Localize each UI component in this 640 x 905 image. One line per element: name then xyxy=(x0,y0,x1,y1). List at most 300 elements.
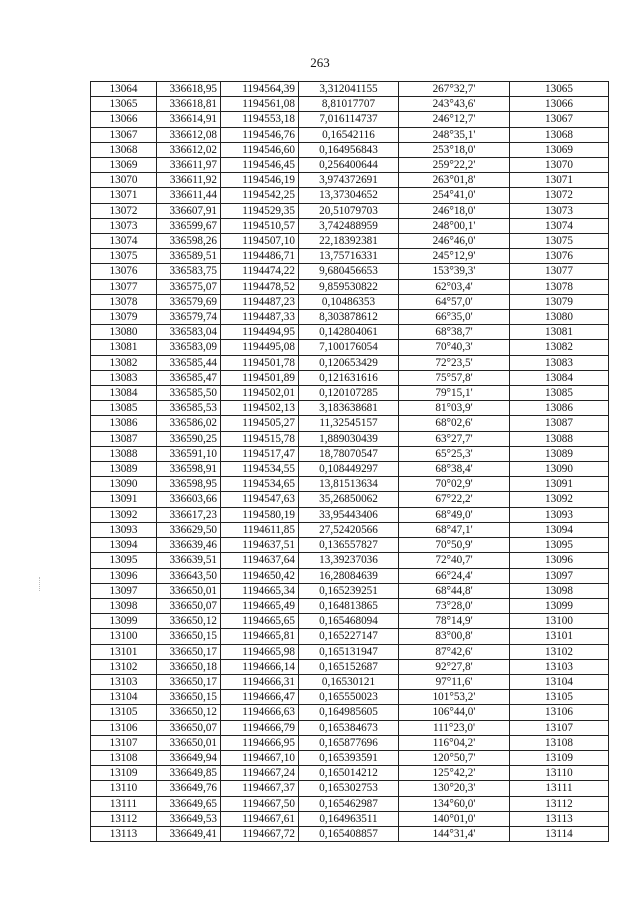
point-number-cell: 13107 xyxy=(91,735,157,750)
y-coordinate-cell: 1194666,95 xyxy=(221,735,299,750)
point-number-cell: 13078 xyxy=(91,294,157,309)
x-coordinate-cell: 336611,92 xyxy=(157,173,221,188)
x-coordinate-cell: 336598,91 xyxy=(157,462,221,477)
point-number-cell: 13073 xyxy=(91,218,157,233)
x-coordinate-cell: 336650,15 xyxy=(157,690,221,705)
x-coordinate-cell: 336611,97 xyxy=(157,158,221,173)
distance-cell: 0,120653429 xyxy=(299,355,399,370)
table-row xyxy=(91,477,609,492)
distance-cell: 0,10486353 xyxy=(299,294,399,309)
direction-angle-cell: 263°01,8' xyxy=(399,173,510,188)
x-coordinate-cell: 336650,17 xyxy=(157,674,221,689)
point-number-cell: 13080 xyxy=(91,325,157,340)
x-coordinate-cell: 336614,91 xyxy=(157,112,221,127)
x-coordinate-cell: 336591,10 xyxy=(157,446,221,461)
distance-cell: 0,120107285 xyxy=(299,386,399,401)
direction-angle-cell: 153°39,3' xyxy=(399,264,510,279)
table-row xyxy=(91,127,609,142)
distance-cell: 0,142804061 xyxy=(299,325,399,340)
direction-angle-cell: 79°15,1' xyxy=(399,386,510,401)
table-row xyxy=(91,507,609,522)
point-number-cell: 13098 xyxy=(91,598,157,613)
direction-angle-cell: 62°03,4' xyxy=(399,279,510,294)
next-point-number-cell: 13067 xyxy=(510,112,609,127)
point-number-cell: 13100 xyxy=(91,629,157,644)
x-coordinate-cell: 336611,44 xyxy=(157,188,221,203)
point-number-cell: 13068 xyxy=(91,142,157,157)
table-row xyxy=(91,431,609,446)
x-coordinate-cell: 336639,46 xyxy=(157,538,221,553)
distance-cell: 20,51079703 xyxy=(299,203,399,218)
direction-angle-cell: 267°32,7' xyxy=(399,82,510,97)
x-coordinate-cell: 336598,95 xyxy=(157,477,221,492)
table-row xyxy=(91,173,609,188)
next-point-number-cell: 13079 xyxy=(510,294,609,309)
direction-angle-cell: 73°28,0' xyxy=(399,598,510,613)
coordinates-table-body xyxy=(91,82,609,842)
y-coordinate-cell: 1194667,10 xyxy=(221,750,299,765)
table-row xyxy=(91,416,609,431)
direction-angle-cell: 116°04,2' xyxy=(399,735,510,750)
next-point-number-cell: 13073 xyxy=(510,203,609,218)
direction-angle-cell: 144°31,4' xyxy=(399,826,510,841)
table-row xyxy=(91,158,609,173)
point-number-cell: 13069 xyxy=(91,158,157,173)
next-point-number-cell: 13096 xyxy=(510,553,609,568)
point-number-cell: 13091 xyxy=(91,492,157,507)
point-number-cell: 13072 xyxy=(91,203,157,218)
table-row xyxy=(91,218,609,233)
y-coordinate-cell: 1194561,08 xyxy=(221,97,299,112)
table-row xyxy=(91,355,609,370)
distance-cell: 13,81513634 xyxy=(299,477,399,492)
direction-angle-cell: 111°23,0' xyxy=(399,720,510,735)
direction-angle-cell: 246°46,0' xyxy=(399,234,510,249)
direction-angle-cell: 68°38,7' xyxy=(399,325,510,340)
point-number-cell: 13108 xyxy=(91,750,157,765)
y-coordinate-cell: 1194667,61 xyxy=(221,811,299,826)
next-point-number-cell: 13112 xyxy=(510,796,609,811)
x-coordinate-cell: 336579,69 xyxy=(157,294,221,309)
table-row xyxy=(91,614,609,629)
direction-angle-cell: 63°27,7' xyxy=(399,431,510,446)
table-row xyxy=(91,644,609,659)
distance-cell: 13,37304652 xyxy=(299,188,399,203)
x-coordinate-cell: 336639,51 xyxy=(157,553,221,568)
next-point-number-cell: 13108 xyxy=(510,735,609,750)
next-point-number-cell: 13087 xyxy=(510,416,609,431)
direction-angle-cell: 70°02,9' xyxy=(399,477,510,492)
table-row xyxy=(91,796,609,811)
next-point-number-cell: 13070 xyxy=(510,158,609,173)
y-coordinate-cell: 1194665,34 xyxy=(221,583,299,598)
direction-angle-cell: 140°01,0' xyxy=(399,811,510,826)
y-coordinate-cell: 1194494,95 xyxy=(221,325,299,340)
point-number-cell: 13065 xyxy=(91,97,157,112)
distance-cell: 3,974372691 xyxy=(299,173,399,188)
x-coordinate-cell: 336650,17 xyxy=(157,644,221,659)
y-coordinate-cell: 1194534,55 xyxy=(221,462,299,477)
y-coordinate-cell: 1194637,51 xyxy=(221,538,299,553)
point-number-cell: 13085 xyxy=(91,401,157,416)
point-number-cell: 13084 xyxy=(91,386,157,401)
distance-cell: 0,165550023 xyxy=(299,690,399,705)
point-number-cell: 13094 xyxy=(91,538,157,553)
distance-cell: 0,165014212 xyxy=(299,766,399,781)
table-row xyxy=(91,735,609,750)
next-point-number-cell: 13105 xyxy=(510,690,609,705)
next-point-number-cell: 13091 xyxy=(510,477,609,492)
x-coordinate-cell: 336650,12 xyxy=(157,705,221,720)
direction-angle-cell: 70°40,3' xyxy=(399,340,510,355)
x-coordinate-cell: 336618,81 xyxy=(157,97,221,112)
distance-cell: 35,26850062 xyxy=(299,492,399,507)
distance-cell: 13,39237036 xyxy=(299,553,399,568)
y-coordinate-cell: 1194666,79 xyxy=(221,720,299,735)
table-row xyxy=(91,462,609,477)
distance-cell: 8,81017707 xyxy=(299,97,399,112)
y-coordinate-cell: 1194542,25 xyxy=(221,188,299,203)
distance-cell: 0,165408857 xyxy=(299,826,399,841)
distance-cell: 0,16530121 xyxy=(299,674,399,689)
x-coordinate-cell: 336650,07 xyxy=(157,598,221,613)
direction-angle-cell: 248°00,1' xyxy=(399,218,510,233)
direction-angle-cell: 130°20,3' xyxy=(399,781,510,796)
x-coordinate-cell: 336585,50 xyxy=(157,386,221,401)
y-coordinate-cell: 1194666,63 xyxy=(221,705,299,720)
next-point-number-cell: 13098 xyxy=(510,583,609,598)
next-point-number-cell: 13084 xyxy=(510,370,609,385)
direction-angle-cell: 246°12,7' xyxy=(399,112,510,127)
y-coordinate-cell: 1194486,71 xyxy=(221,249,299,264)
y-coordinate-cell: 1194650,42 xyxy=(221,568,299,583)
table-row xyxy=(91,310,609,325)
direction-angle-cell: 125°42,2' xyxy=(399,766,510,781)
y-coordinate-cell: 1194534,65 xyxy=(221,477,299,492)
direction-angle-cell: 101°53,2' xyxy=(399,690,510,705)
table-row xyxy=(91,82,609,97)
direction-angle-cell: 65°25,3' xyxy=(399,446,510,461)
next-point-number-cell: 13111 xyxy=(510,781,609,796)
table-row xyxy=(91,386,609,401)
point-number-cell: 13099 xyxy=(91,614,157,629)
next-point-number-cell: 13093 xyxy=(510,507,609,522)
x-coordinate-cell: 336649,65 xyxy=(157,796,221,811)
next-point-number-cell: 13082 xyxy=(510,340,609,355)
next-point-number-cell: 13081 xyxy=(510,325,609,340)
direction-angle-cell: 66°24,4' xyxy=(399,568,510,583)
next-point-number-cell: 13104 xyxy=(510,674,609,689)
distance-cell: 0,164956843 xyxy=(299,142,399,157)
distance-cell: 0,165302753 xyxy=(299,781,399,796)
y-coordinate-cell: 1194553,18 xyxy=(221,112,299,127)
direction-angle-cell: 243°43,6' xyxy=(399,97,510,112)
x-coordinate-cell: 336598,26 xyxy=(157,234,221,249)
next-point-number-cell: 13083 xyxy=(510,355,609,370)
table-row xyxy=(91,325,609,340)
distance-cell: 3,312041155 xyxy=(299,82,399,97)
point-number-cell: 13066 xyxy=(91,112,157,127)
next-point-number-cell: 13076 xyxy=(510,249,609,264)
point-number-cell: 13079 xyxy=(91,310,157,325)
table-row xyxy=(91,234,609,249)
table-row xyxy=(91,264,609,279)
y-coordinate-cell: 1194487,33 xyxy=(221,310,299,325)
distance-cell: 0,165227147 xyxy=(299,629,399,644)
distance-cell: 22,18392381 xyxy=(299,234,399,249)
next-point-number-cell: 13106 xyxy=(510,705,609,720)
distance-cell: 16,28084639 xyxy=(299,568,399,583)
x-coordinate-cell: 336650,01 xyxy=(157,735,221,750)
next-point-number-cell: 13089 xyxy=(510,446,609,461)
x-coordinate-cell: 336650,01 xyxy=(157,583,221,598)
table-row xyxy=(91,188,609,203)
point-number-cell: 13082 xyxy=(91,355,157,370)
point-number-cell: 13092 xyxy=(91,507,157,522)
direction-angle-cell: 106°44,0' xyxy=(399,705,510,720)
point-number-cell: 13111 xyxy=(91,796,157,811)
direction-angle-cell: 81°03,9' xyxy=(399,401,510,416)
direction-angle-cell: 87°42,6' xyxy=(399,644,510,659)
distance-cell: 11,32545157 xyxy=(299,416,399,431)
y-coordinate-cell: 1194667,37 xyxy=(221,781,299,796)
y-coordinate-cell: 1194665,65 xyxy=(221,614,299,629)
next-point-number-cell: 13072 xyxy=(510,188,609,203)
distance-cell: 0,165468094 xyxy=(299,614,399,629)
y-coordinate-cell: 1194510,57 xyxy=(221,218,299,233)
direction-angle-cell: 83°00,8' xyxy=(399,629,510,644)
direction-angle-cell: 253°18,0' xyxy=(399,142,510,157)
point-number-cell: 13097 xyxy=(91,583,157,598)
x-coordinate-cell: 336650,15 xyxy=(157,629,221,644)
y-coordinate-cell: 1194495,08 xyxy=(221,340,299,355)
point-number-cell: 13095 xyxy=(91,553,157,568)
point-number-cell: 13067 xyxy=(91,127,157,142)
next-point-number-cell: 13065 xyxy=(510,82,609,97)
y-coordinate-cell: 1194529,35 xyxy=(221,203,299,218)
distance-cell: 0,136557827 xyxy=(299,538,399,553)
point-number-cell: 13077 xyxy=(91,279,157,294)
x-coordinate-cell: 336649,94 xyxy=(157,750,221,765)
y-coordinate-cell: 1194487,23 xyxy=(221,294,299,309)
x-coordinate-cell: 336585,53 xyxy=(157,401,221,416)
y-coordinate-cell: 1194667,24 xyxy=(221,766,299,781)
point-number-cell: 13113 xyxy=(91,826,157,841)
point-number-cell: 13104 xyxy=(91,690,157,705)
distance-cell: 0,165384673 xyxy=(299,720,399,735)
next-point-number-cell: 13110 xyxy=(510,766,609,781)
point-number-cell: 13081 xyxy=(91,340,157,355)
direction-angle-cell: 68°47,1' xyxy=(399,522,510,537)
point-number-cell: 13088 xyxy=(91,446,157,461)
table-row xyxy=(91,522,609,537)
distance-cell: 0,16542116 xyxy=(299,127,399,142)
next-point-number-cell: 13109 xyxy=(510,750,609,765)
x-coordinate-cell: 336650,07 xyxy=(157,720,221,735)
point-number-cell: 13101 xyxy=(91,644,157,659)
point-number-cell: 13083 xyxy=(91,370,157,385)
y-coordinate-cell: 1194474,22 xyxy=(221,264,299,279)
point-number-cell: 13109 xyxy=(91,766,157,781)
direction-angle-cell: 64°57,0' xyxy=(399,294,510,309)
table-row xyxy=(91,598,609,613)
next-point-number-cell: 13071 xyxy=(510,173,609,188)
direction-angle-cell: 245°12,9' xyxy=(399,249,510,264)
table-row xyxy=(91,401,609,416)
distance-cell: 9,680456653 xyxy=(299,264,399,279)
point-number-cell: 13076 xyxy=(91,264,157,279)
next-point-number-cell: 13086 xyxy=(510,401,609,416)
x-coordinate-cell: 336603,66 xyxy=(157,492,221,507)
next-point-number-cell: 13088 xyxy=(510,431,609,446)
table-row xyxy=(91,279,609,294)
y-coordinate-cell: 1194515,78 xyxy=(221,431,299,446)
distance-cell: 1,889030439 xyxy=(299,431,399,446)
distance-cell: 27,52420566 xyxy=(299,522,399,537)
distance-cell: 0,165152687 xyxy=(299,659,399,674)
y-coordinate-cell: 1194666,14 xyxy=(221,659,299,674)
next-point-number-cell: 13085 xyxy=(510,386,609,401)
table-row xyxy=(91,583,609,598)
next-point-number-cell: 13107 xyxy=(510,720,609,735)
next-point-number-cell: 13068 xyxy=(510,127,609,142)
x-coordinate-cell: 336585,44 xyxy=(157,355,221,370)
distance-cell: 0,164813865 xyxy=(299,598,399,613)
table-row xyxy=(91,568,609,583)
x-coordinate-cell: 336583,09 xyxy=(157,340,221,355)
table-row xyxy=(91,370,609,385)
point-number-cell: 13102 xyxy=(91,659,157,674)
next-point-number-cell: 13094 xyxy=(510,522,609,537)
direction-angle-cell: 259°22,2' xyxy=(399,158,510,173)
distance-cell: 0,165239251 xyxy=(299,583,399,598)
next-point-number-cell: 13102 xyxy=(510,644,609,659)
direction-angle-cell: 68°49,0' xyxy=(399,507,510,522)
direction-angle-cell: 97°11,6' xyxy=(399,674,510,689)
y-coordinate-cell: 1194546,76 xyxy=(221,127,299,142)
y-coordinate-cell: 1194502,01 xyxy=(221,386,299,401)
next-point-number-cell: 13101 xyxy=(510,629,609,644)
x-coordinate-cell: 336643,50 xyxy=(157,568,221,583)
table-row xyxy=(91,811,609,826)
direction-angle-cell: 70°50,9' xyxy=(399,538,510,553)
table-row xyxy=(91,249,609,264)
distance-cell: 7,100176054 xyxy=(299,340,399,355)
x-coordinate-cell: 336650,12 xyxy=(157,614,221,629)
point-number-cell: 13103 xyxy=(91,674,157,689)
x-coordinate-cell: 336579,74 xyxy=(157,310,221,325)
y-coordinate-cell: 1194665,98 xyxy=(221,644,299,659)
x-coordinate-cell: 336618,95 xyxy=(157,82,221,97)
point-number-cell: 13112 xyxy=(91,811,157,826)
x-coordinate-cell: 336583,04 xyxy=(157,325,221,340)
y-coordinate-cell: 1194517,47 xyxy=(221,446,299,461)
next-point-number-cell: 13113 xyxy=(510,811,609,826)
direction-angle-cell: 120°50,7' xyxy=(399,750,510,765)
distance-cell: 0,164963511 xyxy=(299,811,399,826)
table-row xyxy=(91,750,609,765)
y-coordinate-cell: 1194666,31 xyxy=(221,674,299,689)
table-row xyxy=(91,781,609,796)
distance-cell: 33,95443406 xyxy=(299,507,399,522)
distance-cell: 18,78070547 xyxy=(299,446,399,461)
y-coordinate-cell: 1194501,78 xyxy=(221,355,299,370)
table-row xyxy=(91,294,609,309)
direction-angle-cell: 248°35,1' xyxy=(399,127,510,142)
point-number-cell: 13071 xyxy=(91,188,157,203)
point-number-cell: 13064 xyxy=(91,82,157,97)
x-coordinate-cell: 336612,08 xyxy=(157,127,221,142)
table-row xyxy=(91,97,609,112)
x-coordinate-cell: 336650,18 xyxy=(157,659,221,674)
point-number-cell: 13086 xyxy=(91,416,157,431)
distance-cell: 3,742488959 xyxy=(299,218,399,233)
direction-angle-cell: 72°40,7' xyxy=(399,553,510,568)
direction-angle-cell: 68°38,4' xyxy=(399,462,510,477)
margin-mark xyxy=(39,577,43,591)
table-row xyxy=(91,203,609,218)
x-coordinate-cell: 336586,02 xyxy=(157,416,221,431)
y-coordinate-cell: 1194547,63 xyxy=(221,492,299,507)
table-row xyxy=(91,142,609,157)
distance-cell: 9,859530822 xyxy=(299,279,399,294)
next-point-number-cell: 13069 xyxy=(510,142,609,157)
point-number-cell: 13096 xyxy=(91,568,157,583)
next-point-number-cell: 13090 xyxy=(510,462,609,477)
direction-angle-cell: 68°44,8' xyxy=(399,583,510,598)
direction-angle-cell: 254°41,0' xyxy=(399,188,510,203)
point-number-cell: 13070 xyxy=(91,173,157,188)
distance-cell: 0,165131947 xyxy=(299,644,399,659)
table-row xyxy=(91,690,609,705)
table-row xyxy=(91,659,609,674)
table-row xyxy=(91,112,609,127)
next-point-number-cell: 13100 xyxy=(510,614,609,629)
next-point-number-cell: 13114 xyxy=(510,826,609,841)
distance-cell: 0,121631616 xyxy=(299,370,399,385)
direction-angle-cell: 67°22,2' xyxy=(399,492,510,507)
point-number-cell: 13075 xyxy=(91,249,157,264)
next-point-number-cell: 13078 xyxy=(510,279,609,294)
y-coordinate-cell: 1194546,45 xyxy=(221,158,299,173)
x-coordinate-cell: 336649,85 xyxy=(157,766,221,781)
page-number: 263 xyxy=(310,55,330,70)
next-point-number-cell: 13097 xyxy=(510,568,609,583)
x-coordinate-cell: 336617,23 xyxy=(157,507,221,522)
direction-angle-cell: 134°60,0' xyxy=(399,796,510,811)
table-row xyxy=(91,766,609,781)
direction-angle-cell: 75°57,8' xyxy=(399,370,510,385)
direction-angle-cell: 72°23,5' xyxy=(399,355,510,370)
y-coordinate-cell: 1194507,10 xyxy=(221,234,299,249)
table-row xyxy=(91,629,609,644)
table-row xyxy=(91,538,609,553)
distance-cell: 0,165462987 xyxy=(299,796,399,811)
y-coordinate-cell: 1194611,85 xyxy=(221,522,299,537)
x-coordinate-cell: 336649,53 xyxy=(157,811,221,826)
x-coordinate-cell: 336583,75 xyxy=(157,264,221,279)
point-number-cell: 13089 xyxy=(91,462,157,477)
point-number-cell: 13106 xyxy=(91,720,157,735)
y-coordinate-cell: 1194580,19 xyxy=(221,507,299,522)
distance-cell: 13,75716331 xyxy=(299,249,399,264)
point-number-cell: 13110 xyxy=(91,781,157,796)
x-coordinate-cell: 336612,02 xyxy=(157,142,221,157)
y-coordinate-cell: 1194665,49 xyxy=(221,598,299,613)
point-number-cell: 13074 xyxy=(91,234,157,249)
table-row xyxy=(91,340,609,355)
coordinates-table xyxy=(90,81,609,842)
